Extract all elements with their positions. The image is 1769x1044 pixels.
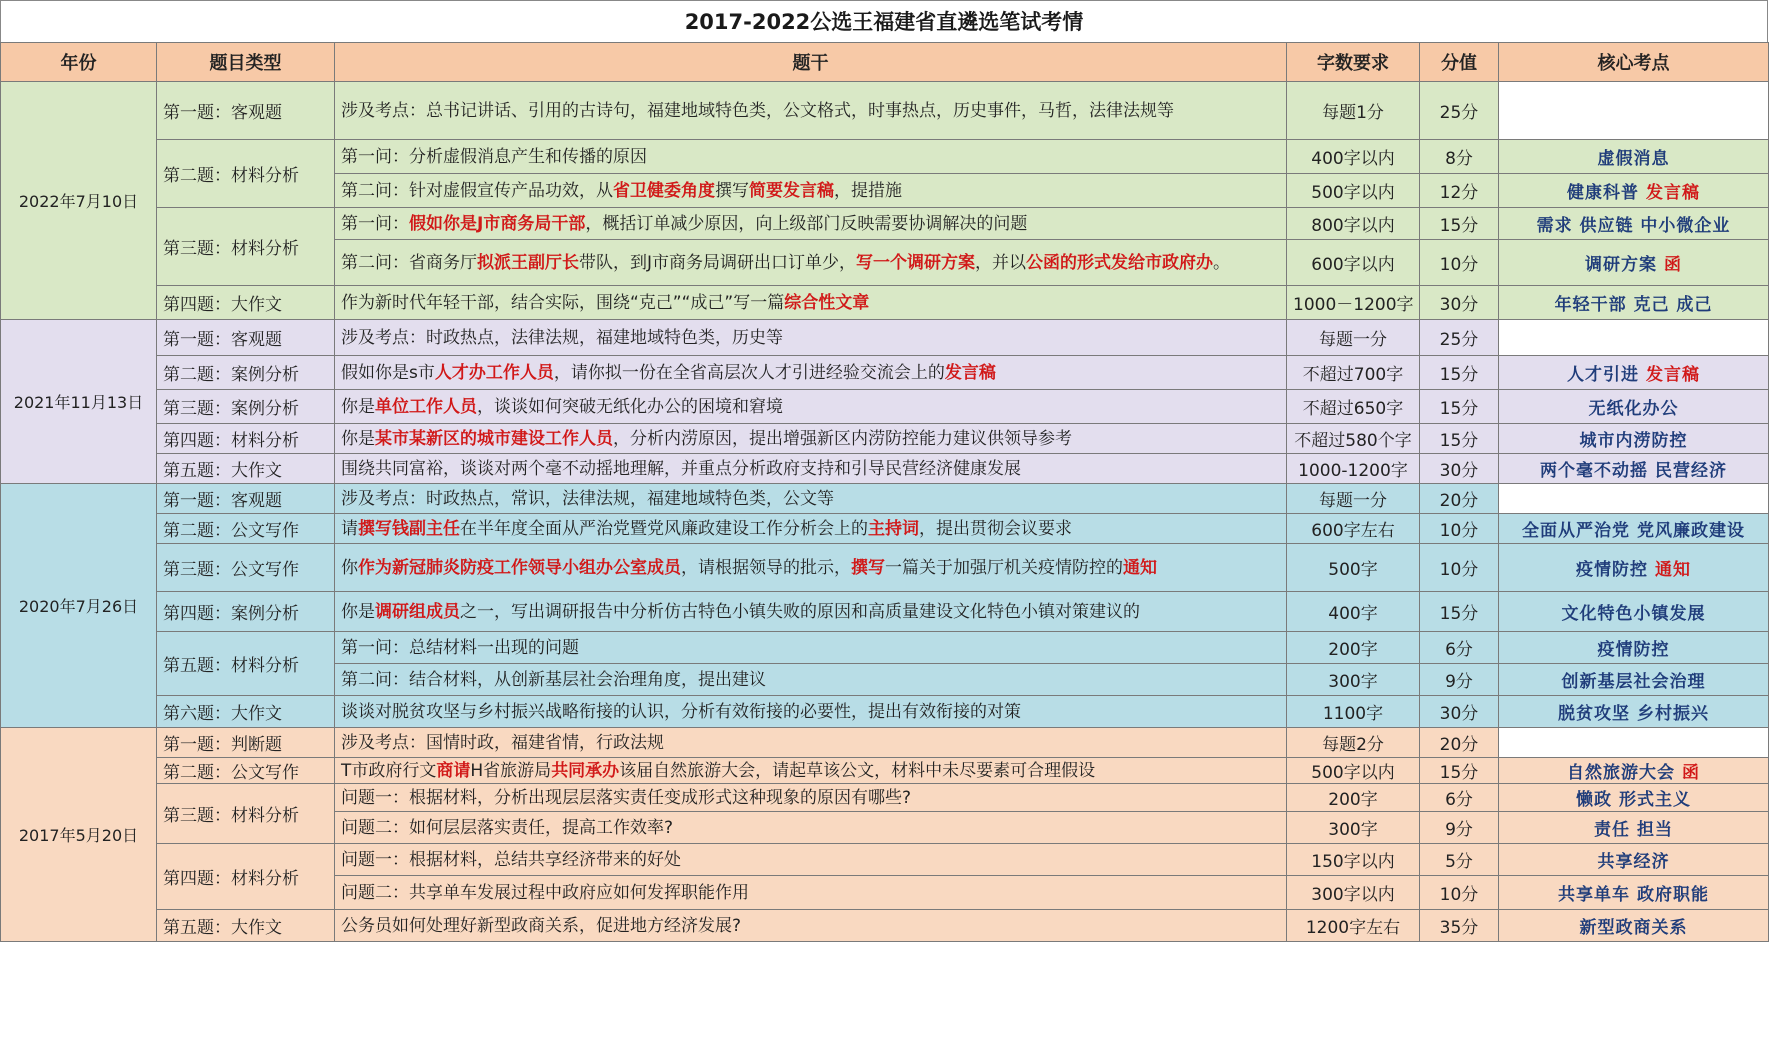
question-stem-cell — [335, 514, 1287, 544]
text-segment: ，请你拟一份在全省高层次人才引进经验交流会上的 — [553, 362, 945, 383]
score-cell: 10分 — [1420, 240, 1499, 286]
table-row — [1, 356, 1769, 390]
core-topic-cell — [1499, 664, 1769, 696]
core-topic-cell — [1499, 728, 1769, 758]
highlight-text: 主持词 — [868, 518, 919, 539]
question-type-cell: 第一题：客观题 — [157, 82, 335, 140]
score-cell: 15分 — [1420, 758, 1499, 784]
text-segment: 涉及考点：总书记讲话、引用的古诗句，福建地域特色类，公文格式，时事热点，历史事件，马哲，法律法规等 — [341, 100, 1174, 121]
text-segment: 撰写 — [715, 180, 749, 201]
core-topic-cell — [1499, 356, 1769, 390]
core-topic-cell — [1499, 844, 1769, 876]
text-segment: 虚假消息 — [1597, 149, 1670, 169]
word-limit-cell: 300字 — [1287, 664, 1420, 696]
question-stem-cell — [335, 664, 1287, 696]
score-cell: 10分 — [1420, 544, 1499, 592]
question-type-cell: 第五题：大作文 — [157, 910, 335, 942]
sheet-title: 2017-2022公选王福建省直遴选笔试考情 — [0, 0, 1768, 42]
core-topic-cell — [1499, 544, 1769, 592]
text-segment: 谈谈对脱贫攻坚与乡村振兴战略衔接的认识，分析有效衔接的必要性，提出有效衔接的对策 — [341, 701, 1021, 722]
score-cell: 35分 — [1420, 910, 1499, 942]
header-words: 字数要求 — [1287, 43, 1420, 82]
core-topic-cell — [1499, 696, 1769, 728]
table-row — [1, 208, 1769, 240]
question-type-cell: 第三题：公文写作 — [157, 544, 335, 592]
question-stem-cell — [335, 484, 1287, 514]
question-type-cell: 第一题：客观题 — [157, 320, 335, 356]
text-segment: 第二问：省商务厅 — [341, 252, 477, 273]
core-topic-cell — [1499, 812, 1769, 844]
word-limit-cell: 200字 — [1287, 784, 1420, 812]
text-segment: T市政府行文 — [341, 760, 437, 781]
score-cell: 30分 — [1420, 696, 1499, 728]
core-topic-cell — [1499, 174, 1769, 208]
word-limit-cell: 每题1分 — [1287, 82, 1420, 140]
text-segment: 你 — [341, 557, 358, 578]
score-cell: 20分 — [1420, 484, 1499, 514]
question-stem-cell — [335, 812, 1287, 844]
table-row — [1, 910, 1769, 942]
table-row — [1, 592, 1769, 632]
word-limit-cell: 每题一分 — [1287, 320, 1420, 356]
question-type-cell: 第二题：案例分析 — [157, 356, 335, 390]
text-segment: 问题二：共享单车发展过程中政府应如何发挥职能作用 — [341, 882, 749, 903]
text-segment: 年轻干部 克己 成己 — [1554, 295, 1713, 315]
table-row — [1, 286, 1769, 320]
highlight-text: 人才办工作人员 — [434, 362, 554, 383]
text-segment: 无纸化办公 — [1588, 399, 1679, 419]
text-segment: 。 — [1213, 252, 1231, 273]
highlight-text: 撰写 — [851, 557, 885, 578]
highlight-text: 省卫健委角度 — [613, 180, 715, 201]
score-cell: 15分 — [1420, 208, 1499, 240]
question-stem-cell — [335, 356, 1287, 390]
text-segment: 共享经济 — [1597, 852, 1670, 872]
text-segment: 问题一：根据材料，总结共享经济带来的好处 — [341, 849, 681, 870]
core-topic-cell — [1499, 876, 1769, 910]
text-segment: 之一，写出调研报告中分析仿古特色小镇失败的原因和高质量建设文化特色小镇对策建议的 — [460, 601, 1140, 622]
core-topic-cell — [1499, 208, 1769, 240]
word-limit-cell: 1000－1200字 — [1287, 286, 1420, 320]
highlight-text: 共同承办 — [551, 760, 620, 781]
core-topic-cell — [1499, 632, 1769, 664]
text-segment: 该届自然旅游大会，请起草该公文，材料中未尽要素可合理假设 — [619, 760, 1096, 781]
text-segment: ，请根据领导的批示， — [681, 557, 851, 578]
text-segment: 涉及考点：时政热点，法律法规，福建地域特色类，历史等 — [341, 327, 783, 348]
word-limit-cell: 200字 — [1287, 632, 1420, 664]
question-stem-cell — [335, 592, 1287, 632]
header-core: 核心考点 — [1499, 43, 1769, 82]
score-cell: 8分 — [1420, 140, 1499, 174]
table-row — [1, 758, 1769, 784]
text-segment: 问题一：根据材料，分析出现层层落实责任变成形式这种现象的原因有哪些? — [341, 787, 912, 808]
core-topic-cell — [1499, 514, 1769, 544]
question-stem-cell — [335, 240, 1287, 286]
question-stem-cell — [335, 208, 1287, 240]
text-segment: 文化特色小镇发展 — [1561, 604, 1706, 624]
text-segment: 第一问：总结材料一出现的问题 — [341, 637, 579, 658]
core-topic-cell — [1499, 82, 1769, 140]
text-segment: 第一问： — [341, 213, 409, 234]
text-segment: 围绕共同富裕，谈谈对两个毫不动摇地理解，并重点分析政府支持和引导民营经济健康发展 — [341, 458, 1021, 479]
question-stem-cell — [335, 844, 1287, 876]
year-cell: 2020年7月26日 — [1, 484, 157, 728]
text-segment: ，分析内涝原因，提出增强新区内涝防控能力建议供领导参考 — [613, 428, 1072, 449]
score-cell: 9分 — [1420, 664, 1499, 696]
core-topic-cell — [1499, 454, 1769, 484]
score-cell: 30分 — [1420, 286, 1499, 320]
text-segment: 假如你是s市 — [341, 362, 435, 383]
question-type-cell: 第一题：客观题 — [157, 484, 335, 514]
text-segment: 责任 担当 — [1594, 820, 1673, 840]
word-limit-cell: 不超过700字 — [1287, 356, 1420, 390]
word-limit-cell: 300字 — [1287, 812, 1420, 844]
text-segment: 城市内涝防控 — [1579, 431, 1688, 451]
question-stem-cell — [335, 784, 1287, 812]
question-stem-cell — [335, 82, 1287, 140]
question-stem-cell — [335, 632, 1287, 664]
score-cell: 30分 — [1420, 454, 1499, 484]
highlight-text: 商请 — [436, 760, 471, 781]
text-segment: 健康科普 — [1567, 183, 1646, 203]
text-segment: 第二问：针对虚假宣传产品功效，从 — [341, 180, 613, 201]
word-limit-cell: 400字以内 — [1287, 140, 1420, 174]
score-cell: 25分 — [1420, 82, 1499, 140]
highlight-text: 通知 — [1654, 560, 1691, 580]
text-segment: 疫情防控 — [1576, 560, 1655, 580]
question-type-cell: 第三题：材料分析 — [157, 784, 335, 844]
word-limit-cell: 500字以内 — [1287, 174, 1420, 208]
score-cell: 20分 — [1420, 728, 1499, 758]
word-limit-cell: 不超过580个字 — [1287, 424, 1420, 454]
question-stem-cell — [335, 696, 1287, 728]
word-limit-cell: 不超过650字 — [1287, 390, 1420, 424]
text-segment: 作为新时代年轻干部，结合实际，围绕“克己”“成己”写一篇 — [341, 292, 785, 313]
highlight-text: 函 — [1663, 255, 1682, 275]
word-limit-cell: 300字以内 — [1287, 876, 1420, 910]
core-topic-cell — [1499, 592, 1769, 632]
highlight-text: 撰写钱副主任 — [358, 518, 460, 539]
word-limit-cell: 800字以内 — [1287, 208, 1420, 240]
core-topic-cell — [1499, 910, 1769, 942]
year-cell: 2022年7月10日 — [1, 82, 157, 320]
question-stem-cell — [335, 728, 1287, 758]
table-row — [1, 544, 1769, 592]
text-segment: 疫情防控 — [1597, 640, 1670, 660]
table-row — [1, 696, 1769, 728]
question-stem-cell — [335, 544, 1287, 592]
highlight-text: 拟派王副厅长 — [477, 252, 579, 273]
highlight-text: 假如你是J市商务局干部 — [409, 213, 586, 234]
question-type-cell: 第四题：案例分析 — [157, 592, 335, 632]
table-row — [1, 390, 1769, 424]
header-type: 题目类型 — [157, 43, 335, 82]
word-limit-cell: 400字 — [1287, 592, 1420, 632]
core-topic-cell — [1499, 286, 1769, 320]
text-segment: 带队，到J市商务局调研出口订单少， — [579, 252, 857, 273]
word-limit-cell: 500字以内 — [1287, 758, 1420, 784]
text-segment: 你是 — [341, 396, 375, 417]
text-segment: 自然旅游大会 — [1567, 763, 1682, 783]
table-row — [1, 632, 1769, 664]
table-row — [1, 454, 1769, 484]
text-segment: 问题二：如何层层落实责任，提高工作效率? — [341, 817, 674, 838]
text-segment: 请 — [341, 518, 358, 539]
question-stem-cell — [335, 320, 1287, 356]
year-cell: 2017年5月20日 — [1, 728, 157, 942]
highlight-text: 公函的形式发给市政府办 — [1026, 252, 1214, 273]
word-limit-cell: 500字 — [1287, 544, 1420, 592]
text-segment: 两个毫不动摇 民营经济 — [1540, 461, 1727, 481]
table-row — [1, 424, 1769, 454]
highlight-text: 写一个调研方案 — [856, 252, 976, 273]
text-segment: 你是 — [341, 601, 375, 622]
score-cell: 10分 — [1420, 514, 1499, 544]
word-limit-cell: 1000-1200字 — [1287, 454, 1420, 484]
score-cell: 25分 — [1420, 320, 1499, 356]
question-stem-cell — [335, 140, 1287, 174]
text-segment: 懒政 形式主义 — [1576, 790, 1691, 810]
text-segment: 第二问：结合材料，从创新基层社会治理角度，提出建议 — [341, 669, 766, 690]
text-segment: 需求 供应链 中小微企业 — [1536, 216, 1731, 236]
question-type-cell: 第三题：材料分析 — [157, 208, 335, 286]
text-segment: 第一问：分析虚假消息产生和传播的原因 — [341, 146, 647, 167]
score-cell: 5分 — [1420, 844, 1499, 876]
text-segment: ，并以 — [975, 252, 1027, 273]
highlight-text: 某市某新区的城市建设工作人员 — [375, 428, 613, 449]
word-limit-cell: 1200字左右 — [1287, 910, 1420, 942]
word-limit-cell: 1100字 — [1287, 696, 1420, 728]
text-segment: 全面从严治党 党风廉政建设 — [1522, 521, 1745, 541]
score-cell: 15分 — [1420, 356, 1499, 390]
core-topic-cell — [1499, 390, 1769, 424]
question-type-cell: 第三题：案例分析 — [157, 390, 335, 424]
highlight-text: 单位工作人员 — [375, 396, 477, 417]
highlight-text: 作为新冠肺炎防疫工作领导小组办公室成员 — [358, 557, 681, 578]
score-cell: 15分 — [1420, 424, 1499, 454]
table-body — [1, 82, 1769, 942]
question-type-cell: 第五题：大作文 — [157, 454, 335, 484]
text-segment: ，谈谈如何突破无纸化办公的困境和窘境 — [477, 396, 783, 417]
highlight-text: 发言稿 — [1645, 183, 1700, 203]
score-cell: 12分 — [1420, 174, 1499, 208]
text-segment: 涉及考点：国情时政，福建省情，行政法规 — [341, 732, 664, 753]
highlight-text: 调研组成员 — [375, 601, 460, 622]
exam-table — [0, 42, 1769, 942]
word-limit-cell: 600字左右 — [1287, 514, 1420, 544]
question-type-cell: 第四题：材料分析 — [157, 844, 335, 910]
text-segment: 在半年度全面从严治党暨党风廉政建设工作分析会上的 — [460, 518, 868, 539]
core-topic-cell — [1499, 240, 1769, 286]
text-segment: H省旅游局 — [470, 760, 552, 781]
text-segment: 涉及考点：时政热点，常识，法律法规，福建地域特色类，公文等 — [341, 488, 834, 509]
header-year: 年份 — [1, 43, 157, 82]
text-segment: ，概括订单减少原因，向上级部门反映需要协调解决的问题 — [585, 213, 1028, 234]
table-row — [1, 784, 1769, 812]
core-topic-cell — [1499, 424, 1769, 454]
table-row — [1, 484, 1769, 514]
text-segment: 新型政商关系 — [1579, 918, 1688, 938]
highlight-text: 简要发言稿 — [749, 180, 834, 201]
text-segment: 人才引进 — [1567, 365, 1646, 385]
question-stem-cell — [335, 910, 1287, 942]
word-limit-cell: 每题2分 — [1287, 728, 1420, 758]
year-cell: 2021年11月13日 — [1, 320, 157, 484]
core-topic-cell — [1499, 784, 1769, 812]
question-stem-cell — [335, 174, 1287, 208]
header-row — [1, 43, 1769, 82]
highlight-text: 函 — [1681, 763, 1700, 783]
table-row — [1, 82, 1769, 140]
question-type-cell: 第四题：材料分析 — [157, 424, 335, 454]
question-stem-cell — [335, 758, 1287, 784]
score-cell: 15分 — [1420, 390, 1499, 424]
question-type-cell: 第五题：材料分析 — [157, 632, 335, 696]
highlight-text: 发言稿 — [944, 362, 996, 383]
core-topic-cell — [1499, 484, 1769, 514]
question-type-cell: 第二题：材料分析 — [157, 140, 335, 208]
text-segment: 一篇关于加强厅机关疫情防控的 — [885, 557, 1123, 578]
question-type-cell: 第二题：公文写作 — [157, 758, 335, 784]
word-limit-cell: 150字以内 — [1287, 844, 1420, 876]
text-segment: ，提措施 — [834, 180, 902, 201]
question-type-cell: 第一题：判断题 — [157, 728, 335, 758]
score-cell: 6分 — [1420, 632, 1499, 664]
question-stem-cell — [335, 390, 1287, 424]
header-stem: 题干 — [335, 43, 1287, 82]
highlight-text: 综合性文章 — [784, 292, 870, 313]
highlight-text: 发言稿 — [1645, 365, 1700, 385]
word-limit-cell: 每题一分 — [1287, 484, 1420, 514]
table-row — [1, 514, 1769, 544]
core-topic-cell — [1499, 758, 1769, 784]
question-stem-cell — [335, 286, 1287, 320]
question-stem-cell — [335, 424, 1287, 454]
question-type-cell: 第四题：大作文 — [157, 286, 335, 320]
header-score: 分值 — [1420, 43, 1499, 82]
score-cell: 6分 — [1420, 784, 1499, 812]
table-row — [1, 844, 1769, 876]
score-cell: 15分 — [1420, 592, 1499, 632]
question-stem-cell — [335, 454, 1287, 484]
table-row — [1, 728, 1769, 758]
table-row — [1, 320, 1769, 356]
score-cell: 10分 — [1420, 876, 1499, 910]
score-cell: 9分 — [1420, 812, 1499, 844]
text-segment: 调研方案 — [1585, 255, 1664, 275]
text-segment: ，提出贯彻会议要求 — [919, 518, 1072, 539]
text-segment: 公务员如何处理好新型政商关系，促进地方经济发展? — [341, 915, 742, 936]
core-topic-cell — [1499, 140, 1769, 174]
word-limit-cell: 600字以内 — [1287, 240, 1420, 286]
question-type-cell: 第二题：公文写作 — [157, 514, 335, 544]
core-topic-cell — [1499, 320, 1769, 356]
text-segment: 共享单车 政府职能 — [1558, 885, 1709, 905]
table-row — [1, 140, 1769, 174]
question-type-cell: 第六题：大作文 — [157, 696, 335, 728]
text-segment: 你是 — [341, 428, 375, 449]
text-segment: 创新基层社会治理 — [1561, 672, 1706, 692]
question-stem-cell — [335, 876, 1287, 910]
highlight-text: 通知 — [1123, 557, 1157, 578]
text-segment: 脱贫攻坚 乡村振兴 — [1558, 704, 1709, 724]
